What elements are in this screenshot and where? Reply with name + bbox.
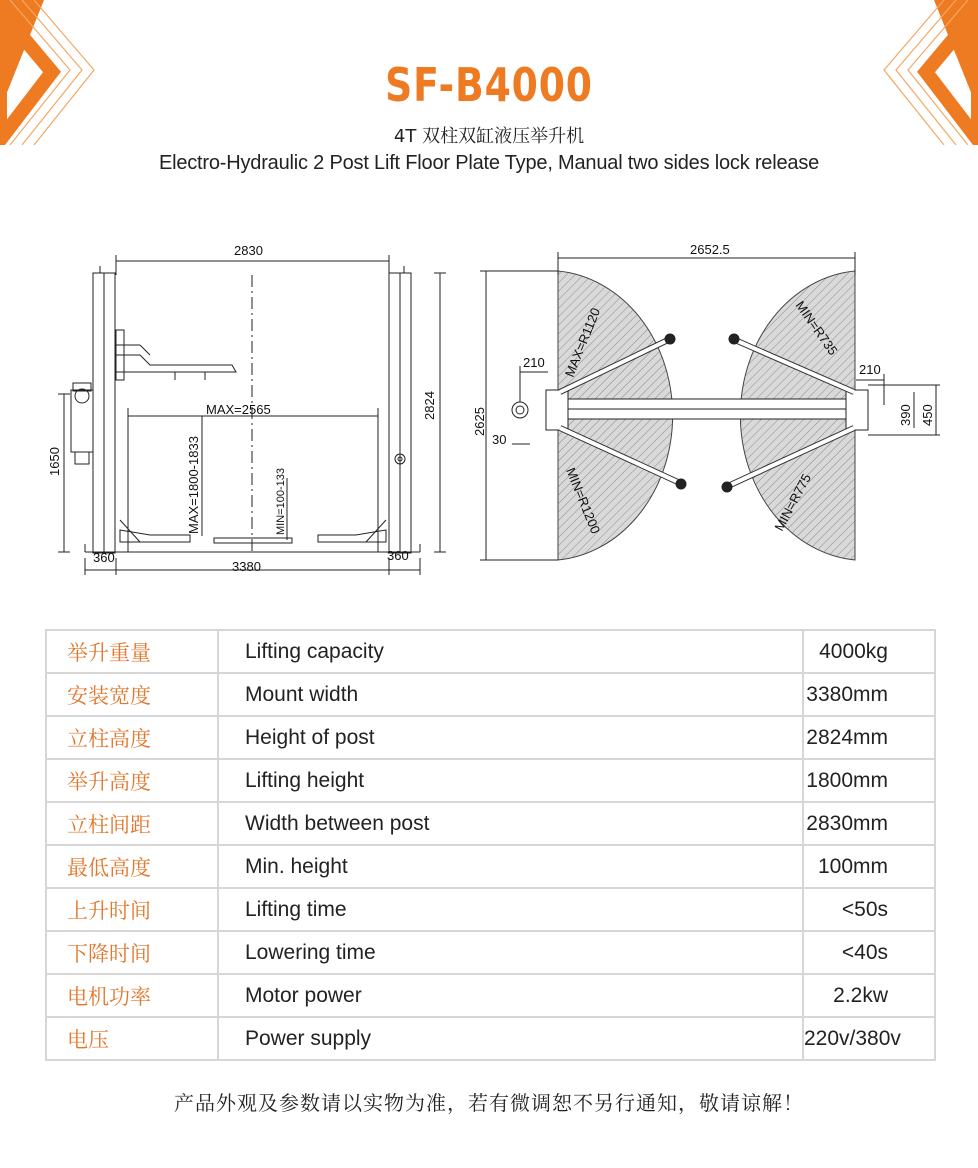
spec-row bbox=[46, 1017, 935, 1060]
spec-row bbox=[46, 630, 935, 673]
spec-value: 3380mm bbox=[803, 673, 935, 716]
spec-row bbox=[46, 845, 935, 888]
top-dim-210-right: 210 bbox=[859, 362, 881, 377]
spec-value: <40s bbox=[803, 931, 935, 974]
top-dim-390: 390 bbox=[898, 404, 913, 426]
top-radius-max-r1120: MAX=R1120 bbox=[561, 305, 604, 380]
spec-row bbox=[46, 716, 935, 759]
spec-label-chinese: 最低高度 bbox=[46, 845, 218, 888]
spec-label-english: Motor power bbox=[218, 974, 803, 1017]
spec-label-chinese: 安装宽度 bbox=[46, 673, 218, 716]
front-dim-360-right: 360 bbox=[387, 548, 409, 563]
spec-row bbox=[46, 888, 935, 931]
technical-drawing bbox=[0, 230, 978, 580]
top-radius-min-r775: MIN=R775 bbox=[771, 471, 814, 534]
spec-label-english: Width between post bbox=[218, 802, 803, 845]
spec-label-chinese: 上升时间 bbox=[46, 888, 218, 931]
model-title: SF-B4000 bbox=[385, 58, 593, 112]
front-dim-max-lift: MAX=1800-1833 bbox=[186, 436, 201, 534]
spec-row bbox=[46, 802, 935, 845]
top-radius-min-r735: MIN=R735 bbox=[792, 298, 841, 358]
front-dim-360-left: 360 bbox=[93, 550, 115, 565]
spec-value: 2.2kw bbox=[803, 974, 935, 1017]
spec-row bbox=[46, 931, 935, 974]
spec-label-english: Height of post bbox=[218, 716, 803, 759]
spec-label-english: Lifting height bbox=[218, 759, 803, 802]
spec-label-english: Power supply bbox=[218, 1017, 803, 1060]
front-dim-1650: 1650 bbox=[47, 447, 62, 476]
spec-label-english: Mount width bbox=[218, 673, 803, 716]
spec-label-chinese: 举升高度 bbox=[46, 759, 218, 802]
spec-label-chinese: 立柱高度 bbox=[46, 716, 218, 759]
spec-label-english: Min. height bbox=[218, 845, 803, 888]
spec-label-chinese: 下降时间 bbox=[46, 931, 218, 974]
spec-value: 4000kg bbox=[803, 630, 935, 673]
front-dim-2830: 2830 bbox=[234, 243, 263, 258]
top-dim-2625: 2625 bbox=[472, 407, 487, 436]
footer-disclaimer: 产品外观及参数请以实物为准，若有微调恕不另行通知，敬请谅解！ bbox=[174, 1091, 804, 1115]
spec-row bbox=[46, 974, 935, 1017]
spec-label-english: Lifting time bbox=[218, 888, 803, 931]
spec-label-chinese: 立柱间距 bbox=[46, 802, 218, 845]
spec-value: 2824mm bbox=[803, 716, 935, 759]
top-radius-min-r1200: MIN=R1200 bbox=[563, 465, 604, 536]
front-dim-max-2565: MAX=2565 bbox=[206, 402, 271, 417]
specifications-table bbox=[45, 629, 936, 1061]
spec-label-chinese: 电机功率 bbox=[46, 974, 218, 1017]
spec-label-english: Lowering time bbox=[218, 931, 803, 974]
spec-value: 2830mm bbox=[803, 802, 935, 845]
front-dim-3380: 3380 bbox=[232, 559, 261, 574]
front-dim-2824: 2824 bbox=[422, 391, 437, 420]
spec-label-chinese: 举升重量 bbox=[46, 630, 218, 673]
subtitle-chinese: 4T 双柱双缸液压举升机 bbox=[393, 126, 585, 147]
spec-row bbox=[46, 673, 935, 716]
spec-value: 220v/380v bbox=[803, 1017, 935, 1060]
spec-label-chinese: 电压 bbox=[46, 1017, 218, 1060]
top-dim-210-left: 210 bbox=[523, 355, 545, 370]
spec-label-english: Lifting capacity bbox=[218, 630, 803, 673]
spec-value: <50s bbox=[803, 888, 935, 931]
spec-value: 100mm bbox=[803, 845, 935, 888]
spec-value: 1800mm bbox=[803, 759, 935, 802]
front-dim-min-height: MIN=100-133 bbox=[275, 468, 287, 535]
top-dim-450: 450 bbox=[920, 404, 935, 426]
spec-row bbox=[46, 759, 935, 802]
top-dim-30: 30 bbox=[492, 432, 507, 447]
top-dim-2652-5: 2652.5 bbox=[690, 242, 730, 257]
subtitle-english: Electro-Hydraulic 2 Post Lift Floor Plate Type, Manual two sides lock release bbox=[158, 152, 820, 174]
